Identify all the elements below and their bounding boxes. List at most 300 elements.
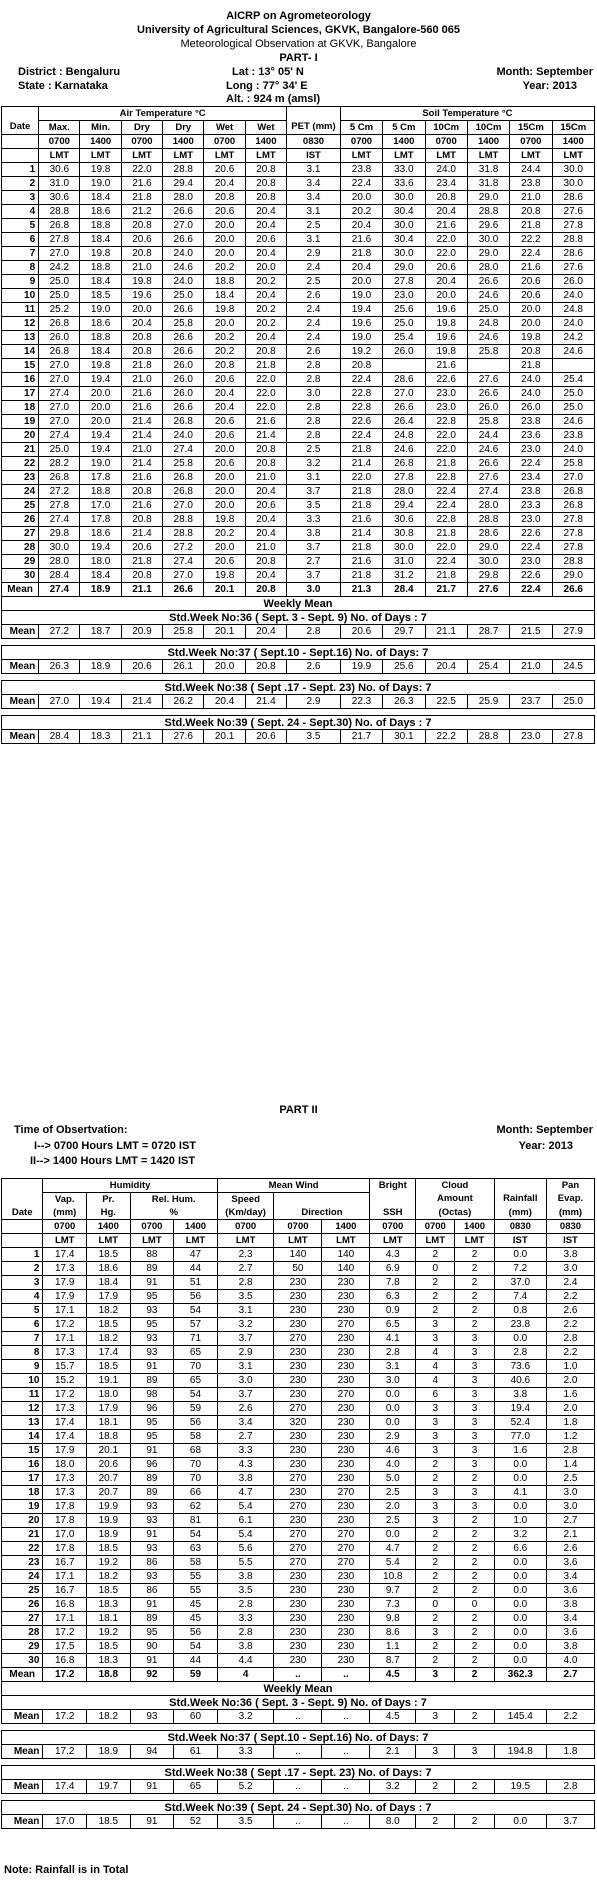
data-cell: 3.4 [546,1570,594,1584]
data-cell: 2 [416,1570,455,1584]
data-cell: 21.8 [425,527,467,541]
data-cell: 45 [174,1598,218,1612]
weekly-mean-cell: 21.1 [121,730,162,744]
date-cell: 18 [2,401,39,415]
data-cell: 2.8 [217,1626,274,1640]
data-cell: 20.0 [510,317,552,331]
date-cell: 17 [2,1472,43,1486]
weekly-mean-cell: 20.1 [204,625,245,639]
monthly-mean-row [2,1668,595,1682]
data-cell: 0.0 [494,1570,546,1584]
data-cell: 24.6 [552,415,594,429]
weekly-mean-cell: 19.5 [494,1780,546,1794]
mean-label: Mean [2,1745,43,1759]
weekly-mean-title: Weekly Mean [2,597,595,611]
data-cell: 18.3 [87,1598,131,1612]
column-header: Wet [245,121,286,135]
data-cell: 230 [274,1486,322,1500]
data-cell: 0 [416,1598,455,1612]
data-cell: 55 [174,1570,218,1584]
date-cell: 30 [2,569,39,583]
data-cell: 20.4 [340,219,382,233]
data-cell: 270 [274,1332,322,1346]
data-cell: 3 [455,1486,494,1500]
weekly-mean-row [2,1815,595,1829]
table-row [2,1290,595,1304]
data-cell: 19.6 [425,331,467,345]
rel-hum-header: Rel. Hum. [130,1193,217,1207]
table-row [2,1276,595,1290]
data-cell: 86 [130,1584,174,1598]
data-cell: 26.0 [163,373,204,387]
data-cell: 19.8 [510,331,552,345]
data-cell: 23.8 [510,177,552,191]
table-row [2,247,595,261]
data-cell: 2 [455,1276,494,1290]
data-cell: 22.0 [425,443,467,457]
date-cell: 10 [2,289,39,303]
unit-header: IST [494,1234,546,1248]
data-cell: 230 [322,1360,370,1374]
date-cell: 25 [2,1584,43,1598]
data-cell: 3.5 [287,499,341,513]
weekly-mean-cell: 18.2 [87,1710,131,1724]
data-cell: 20.4 [340,261,382,275]
data-cell: 20.6 [204,373,245,387]
std-week-title: Std.Week No:36 ( Sept. 3 - Sept. 9) No. of Days : 7 [2,1696,595,1710]
data-cell: 27.0 [552,471,594,485]
data-cell: 0.0 [494,1612,546,1626]
spacer [2,674,595,681]
spacer [2,1794,595,1801]
unit-header: LMT [174,1234,218,1248]
data-cell: 19.0 [340,331,382,345]
data-cell: 21.8 [121,359,162,373]
data-cell: 55 [174,1584,218,1598]
data-cell: 20.4 [245,513,286,527]
data-cell: 22.4 [510,247,552,261]
time-header: 0830 [287,135,341,149]
data-cell: 22.4 [425,485,467,499]
data-cell: 3.4 [287,177,341,191]
data-cell: 2.2 [546,1290,594,1304]
data-cell: 2 [455,1248,494,1262]
date-cell: 9 [2,275,39,289]
data-cell: 3.4 [287,191,341,205]
date-cell: 23 [2,471,39,485]
data-cell: 230 [322,1598,370,1612]
data-cell: 27.4 [467,485,509,499]
data-cell: 230 [322,1654,370,1668]
data-cell: 29.8 [39,527,80,541]
data-cell: 20.4 [245,485,286,499]
data-cell: 26.8 [39,345,80,359]
data-cell: 22.0 [425,233,467,247]
data-cell: 20.2 [204,527,245,541]
data-cell: 230 [322,1472,370,1486]
unit-header: LMT [163,149,204,163]
weekly-mean-cell: 2 [455,1815,494,1829]
table-row [2,191,595,205]
weekly-mean-cell: 17.2 [43,1710,87,1724]
data-cell: 89 [130,1262,174,1276]
data-cell: 16.7 [43,1584,87,1598]
spacer [2,639,595,646]
mean-cell: 17.2 [43,1668,87,1682]
data-cell: 2 [455,1556,494,1570]
table-row [2,1262,595,1276]
data-cell: 18.2 [87,1332,131,1346]
data-cell: 8.6 [370,1626,416,1640]
time-header: 1400 [80,135,121,149]
column-header: 10Cm [467,121,509,135]
data-cell: 0.0 [494,1332,546,1346]
data-cell: 3.4 [546,1612,594,1626]
rainfall-unit: (mm) [494,1206,546,1220]
mean-cell: 21.3 [340,583,382,597]
data-cell: 25.8 [163,317,204,331]
data-cell: 21.8 [425,457,467,471]
data-cell: 2.5 [287,219,341,233]
data-cell: 20.8 [425,191,467,205]
time-header: 1400 [455,1220,494,1234]
date-cell: 14 [2,1430,43,1444]
mean-cell: 26.6 [163,583,204,597]
data-cell: 30.6 [39,191,80,205]
data-cell: 23.0 [510,555,552,569]
data-cell: 3.7 [287,485,341,499]
data-cell: 20.8 [245,345,286,359]
weekly-mean-cell: 17.2 [43,1745,87,1759]
data-cell: 20.0 [80,401,121,415]
std-week-title: Std.Week No:38 ( Sept .17 - Sept. 23) No. of Days: 7 [2,1766,595,1780]
data-cell: 91 [130,1598,174,1612]
data-cell: 23.4 [425,177,467,191]
mean-cell: .. [274,1668,322,1682]
weekly-mean-row [2,1745,595,1759]
weekly-mean-cell: .. [322,1780,370,1794]
weekly-mean-cell: 20.6 [121,660,162,674]
data-cell: 30.0 [383,247,425,261]
table-row [2,471,595,485]
part2-month: Month: September [496,1124,593,1136]
data-cell: 10.8 [370,1570,416,1584]
data-cell: 27.0 [163,219,204,233]
table-row [2,1640,595,1654]
weekly-mean-cell: 4.5 [370,1710,416,1724]
weekly-mean-row [2,625,595,639]
data-cell: 29.4 [383,499,425,513]
data-cell: 18.6 [80,317,121,331]
data-cell: 3.0 [546,1500,594,1514]
data-cell: 2.7 [217,1262,274,1276]
vap-unit: (mm) [43,1206,87,1220]
mean-cell: 2.7 [546,1668,594,1682]
part2-year: Year: 2013 [518,1140,573,1152]
data-cell: 17.1 [43,1570,87,1584]
data-cell: 91 [130,1654,174,1668]
weekly-mean-cell: 30.1 [383,730,425,744]
table-row [2,499,595,513]
data-cell: 20.8 [121,331,162,345]
data-cell: 20.4 [245,247,286,261]
weekly-mean-cell: 28.7 [467,625,509,639]
data-cell: 6.5 [370,1318,416,1332]
observation-1: I--> 0700 Hours LMT = 0720 IST [34,1140,197,1152]
data-cell [383,359,425,373]
data-cell: 4.0 [370,1458,416,1472]
weekly-mean-cell: .. [274,1745,322,1759]
data-cell: 17.8 [43,1542,87,1556]
air-temp-group-header: Air Temperature °C [39,107,287,121]
weekly-mean-cell: 20.1 [204,730,245,744]
data-cell: 2.8 [370,1346,416,1360]
table-row [2,317,595,331]
mean-cell: 18.8 [87,1668,131,1682]
data-cell: 17.2 [43,1388,87,1402]
data-cell: 18.0 [87,1388,131,1402]
time-header: 0700 [510,135,552,149]
data-cell: 27.8 [39,499,80,513]
data-cell: 270 [322,1318,370,1332]
table-row [2,205,595,219]
p2-date-blank [2,1193,43,1207]
data-cell: 20.6 [204,429,245,443]
data-cell: 24.0 [510,373,552,387]
data-cell: 6.1 [217,1514,274,1528]
data-cell: 7.2 [494,1262,546,1276]
data-cell: 18.4 [80,345,121,359]
data-cell: 31.2 [383,569,425,583]
time-header: 1400 [174,1220,218,1234]
data-cell: 3.3 [217,1444,274,1458]
data-cell: 18.9 [87,1528,131,1542]
date-cell: 17 [2,387,39,401]
data-cell: 230 [322,1304,370,1318]
data-cell: 2 [455,1528,494,1542]
data-cell: 44 [174,1262,218,1276]
data-cell: 20.6 [510,289,552,303]
data-cell: 3.1 [217,1304,274,1318]
data-cell: 2.8 [217,1276,274,1290]
data-cell: 21.0 [121,443,162,457]
data-cell: 20.4 [204,387,245,401]
data-cell: 19.8 [425,345,467,359]
data-cell: 27.8 [383,471,425,485]
data-cell: 3 [416,1514,455,1528]
data-cell: 22.0 [245,387,286,401]
data-cell: 22.6 [425,373,467,387]
data-cell: 93 [130,1346,174,1360]
data-cell: 2 [455,1542,494,1556]
mean-label: Mean [2,1780,43,1794]
data-cell: 230 [274,1640,322,1654]
data-cell: 18.5 [87,1318,131,1332]
weekly-mean-cell: 21.0 [510,660,552,674]
weekly-mean-cell: 65 [174,1780,218,1794]
time-header: 0700 [204,135,245,149]
data-cell: 28.0 [39,555,80,569]
column-header: Max. [39,121,80,135]
data-cell: 18.5 [80,289,121,303]
std-week-title: Std.Week No:36 ( Sept. 3 - Sept. 9) No. of Days : 7 [2,611,595,625]
data-cell: 26.6 [467,387,509,401]
data-cell: 19.8 [121,275,162,289]
data-cell: 30.8 [383,527,425,541]
date-cell: 20 [2,429,39,443]
data-cell: 230 [274,1276,322,1290]
data-cell: 27.0 [39,247,80,261]
data-cell: 23.0 [383,289,425,303]
data-cell: 2.8 [287,373,341,387]
data-cell: 19.9 [87,1500,131,1514]
data-cell: 20.2 [204,331,245,345]
data-cell: 2.0 [370,1500,416,1514]
data-cell: 25.0 [163,289,204,303]
data-cell: 20.0 [340,275,382,289]
column-header: 10Cm [425,121,467,135]
data-cell: 23.8 [494,1318,546,1332]
data-cell: 26.8 [552,485,594,499]
weekly-mean-cell: 2.8 [287,625,341,639]
data-cell: 2.2 [546,1318,594,1332]
data-cell: 27.0 [39,415,80,429]
data-cell: 44 [174,1654,218,1668]
data-cell: 2.7 [546,1514,594,1528]
direction-header: Direction [274,1206,370,1220]
table-row [2,569,595,583]
data-cell: 230 [274,1318,322,1332]
data-cell: 20.6 [204,555,245,569]
weekly-mean-cell: 18.5 [87,1815,131,1829]
data-cell: 30.0 [467,555,509,569]
time-header: 0700 [370,1220,416,1234]
data-cell: 62 [174,1500,218,1514]
data-cell: 58 [174,1556,218,1570]
data-cell: 19.2 [87,1626,131,1640]
time-header: 0700 [416,1220,455,1234]
date-cell: 11 [2,303,39,317]
weekly-mean-cell: 3.5 [287,730,341,744]
data-cell: 230 [322,1276,370,1290]
data-cell: 3.8 [217,1640,274,1654]
data-cell: 2.4 [546,1276,594,1290]
mean-cell: 20.8 [245,583,286,597]
date-cell: 3 [2,191,39,205]
data-cell: 18.8 [80,261,121,275]
data-cell: 2.6 [546,1542,594,1556]
data-cell: 3.2 [217,1318,274,1332]
data-cell: 27.2 [39,485,80,499]
data-cell: 26.6 [163,345,204,359]
data-cell: 4.7 [370,1542,416,1556]
weekly-mean-cell: 27.2 [39,625,80,639]
university-title: University of Agricultural Sciences, GKVK, Bangalore-560 065 [137,24,460,36]
p2-date-group [2,1179,43,1193]
data-cell: 2.6 [217,1402,274,1416]
data-cell: 24.2 [39,261,80,275]
date-cell: 22 [2,457,39,471]
weekly-mean-cell: 0.0 [494,1815,546,1829]
data-cell: 21.6 [121,387,162,401]
data-cell: 24.6 [467,331,509,345]
data-cell: 26.0 [552,275,594,289]
weekly-mean-cell: 145.4 [494,1710,546,1724]
data-cell: 19.0 [340,289,382,303]
data-cell: 22.6 [510,569,552,583]
data-cell: 93 [130,1514,174,1528]
data-cell: 26.8 [39,317,80,331]
data-cell: 20.6 [425,261,467,275]
data-cell: 20.0 [204,485,245,499]
data-cell: 18.6 [80,205,121,219]
data-cell: 25.0 [552,401,594,415]
data-cell: 0.0 [494,1654,546,1668]
data-cell: 2.8 [546,1444,594,1458]
data-cell: 30.0 [552,163,594,177]
data-cell: 22.6 [340,415,382,429]
data-cell: 16.7 [43,1556,87,1570]
weekly-mean-cell: 26.1 [163,660,204,674]
data-cell: 19.6 [121,289,162,303]
data-cell: 3.8 [287,527,341,541]
data-cell: 19.8 [425,317,467,331]
data-cell: 19.4 [80,429,121,443]
weekly-mean-row [2,1780,595,1794]
data-cell: 2.2 [546,1346,594,1360]
weekly-mean-row [2,1710,595,1724]
data-cell: 2 [416,1248,455,1262]
data-cell: 31.8 [467,163,509,177]
weekly-mean-cell: 21.5 [510,625,552,639]
spacer [2,1724,595,1731]
data-cell: 4.6 [370,1444,416,1458]
data-cell: 56 [174,1626,218,1640]
speed-unit: (Km/day) [217,1206,274,1220]
data-cell: 22.4 [425,555,467,569]
data-cell: 3.8 [494,1388,546,1402]
data-cell: 18.8 [80,219,121,233]
data-cell: 27.0 [39,359,80,373]
data-cell: 27.0 [163,499,204,513]
weekly-mean-cell: 25.9 [467,695,509,709]
weekly-mean-cell: 61 [174,1745,218,1759]
data-cell: 2.3 [217,1248,274,1262]
data-cell: 93 [130,1332,174,1346]
data-cell: 33.6 [383,177,425,191]
data-cell: 2.9 [370,1430,416,1444]
mean-cell: 3 [416,1668,455,1682]
weekly-mean-cell: 21.4 [121,695,162,709]
data-cell: 2.7 [217,1430,274,1444]
table-row [2,485,595,499]
data-cell: 19.8 [80,359,121,373]
data-cell: 270 [274,1528,322,1542]
data-cell: 28.0 [163,191,204,205]
time-header: 1400 [322,1220,370,1234]
data-cell: 17.9 [87,1290,131,1304]
data-cell: 270 [322,1486,370,1500]
data-cell: 26.8 [383,457,425,471]
data-cell: 2.8 [546,1332,594,1346]
data-cell: 22.4 [340,429,382,443]
cloud-header: Cloud [416,1179,494,1193]
data-cell: 27.8 [552,541,594,555]
data-cell: 3.1 [217,1360,274,1374]
mean-label: Mean [2,695,39,709]
data-cell: 0 [455,1598,494,1612]
data-cell: 20.2 [245,303,286,317]
